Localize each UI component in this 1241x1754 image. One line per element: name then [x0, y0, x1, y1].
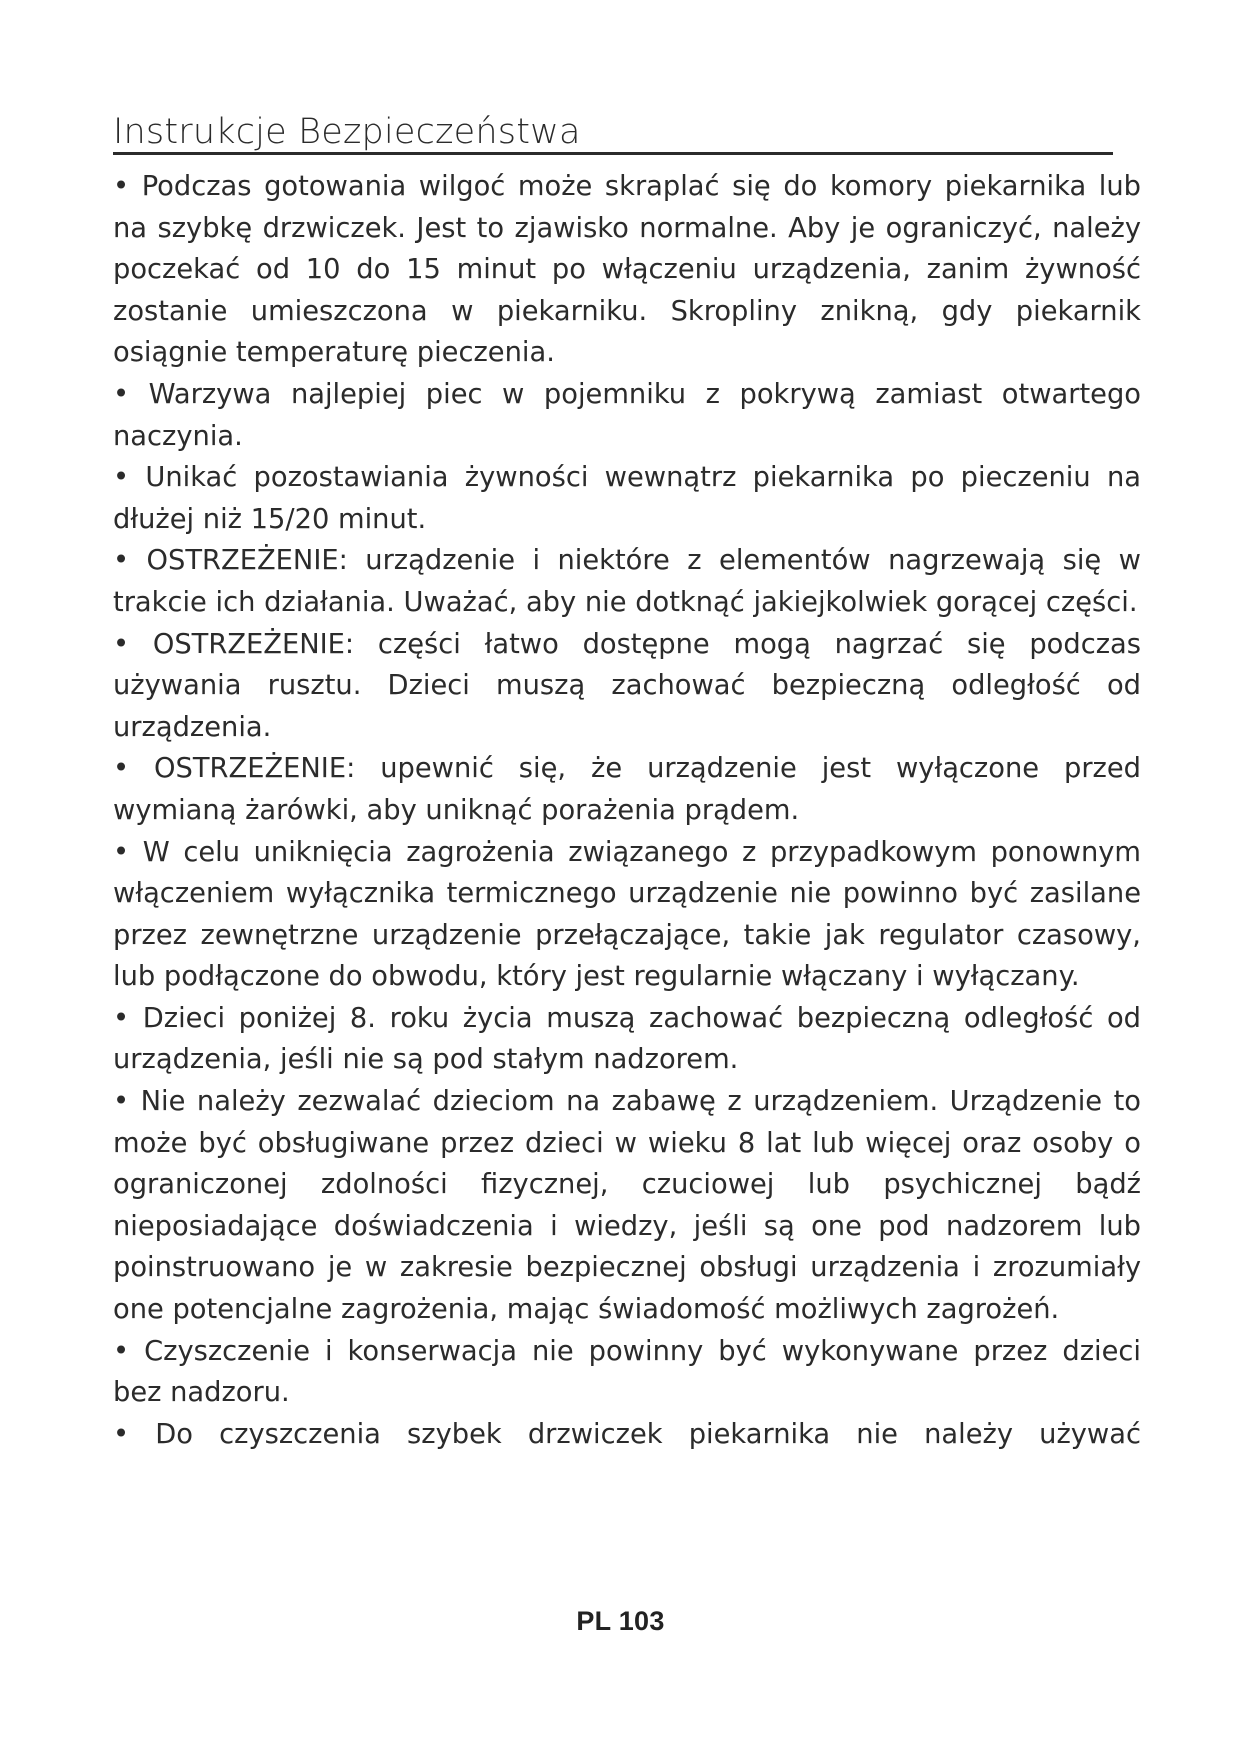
page-title: Instrukcje Bezpieczeństwa [113, 112, 581, 152]
heading-underline [113, 108, 1113, 155]
safety-instructions [113, 166, 1141, 1455]
instruction-paragraph: • OSTRZEŻENIE: urządzenie i niektóre z elementów nagrzewają się w trakcie ich działania. Uważać, aby nie dotknąć jakiejkolwiek gorącej części. [113, 545, 1141, 618]
instruction-paragraph: • Podczas gotowania wilgoć może skraplać się do komory piekarnika lub na szybkę drzwiczek. Jest to zjawisko normalne. Aby je ograniczyć, należy poczekać od 10 do 15 minut po włączeniu urządzenia, zanim żywność zostanie umieszczona w piekarniku. Skropliny znikną, gdy piekarnik osiągnie temperaturę pieczenia. [113, 171, 1141, 369]
instruction-paragraph: • Dzieci poniżej 8. roku życia muszą zachować bezpieczną odległość od urządzenia, jeśli nie są pod stałym nadzorem. [113, 1002, 1141, 1076]
instruction-paragraph: • Nie należy zezwalać dzieciom na zabawę z urządzeniem. Urządzenie to może być obsługiwane przez dzieci w wieku 8 lat lub więcej oraz osoby o ograniczonej zdolności fizycznej, czuciowej lub psychicznej bądź nieposiadające doświadczenia i wiedzy, jeśli są one pod nadzorem lub poinstruowano je w zakresie bezpiecznej obsługi urządzenia i zrozumiały one potencjalne zagrożenia, mając świadomość możliwych zagrożeń. [113, 1086, 1141, 1326]
instruction-paragraph: • Czyszczenie i konserwacja nie powinny być wykonywane przez dzieci bez nadzoru. [113, 1335, 1141, 1409]
instruction-paragraph: • Do czyszczenia szybek drzwiczek piekarnika nie należy używać [113, 1418, 1141, 1450]
instruction-paragraph: • Warzywa najlepiej piec w pojemniku z pokrywą zamiast otwartego naczynia. [113, 378, 1141, 452]
instruction-paragraph: • OSTRZEŻENIE: upewnić się, że urządzenie jest wyłączone przed wymianą żarówki, aby uniknąć porażenia prądem. [113, 753, 1141, 826]
page-number: PL 103 [576, 1606, 665, 1636]
instruction-paragraph: • W celu uniknięcia zagrożenia związanego z przypadkowym ponownym włączeniem wyłącznika termicznego urządzenie nie powinno być zasilane przez zewnętrzne urządzenie przełączające, takie jak regulator czasowy, lub podłączone do obwodu, który jest regularnie włączany i wyłączany. [113, 836, 1141, 993]
instruction-paragraph: • OSTRZEŻENIE: części łatwo dostępne mogą nagrzać się podczas używania rusztu. Dzieci muszą zachować bezpieczną odległość od urządzenia. [113, 628, 1141, 743]
instruction-paragraph: • Unikać pozostawiania żywności wewnątrz piekarnika po pieczeniu na dłużej niż 15/20 minut. [113, 462, 1141, 535]
